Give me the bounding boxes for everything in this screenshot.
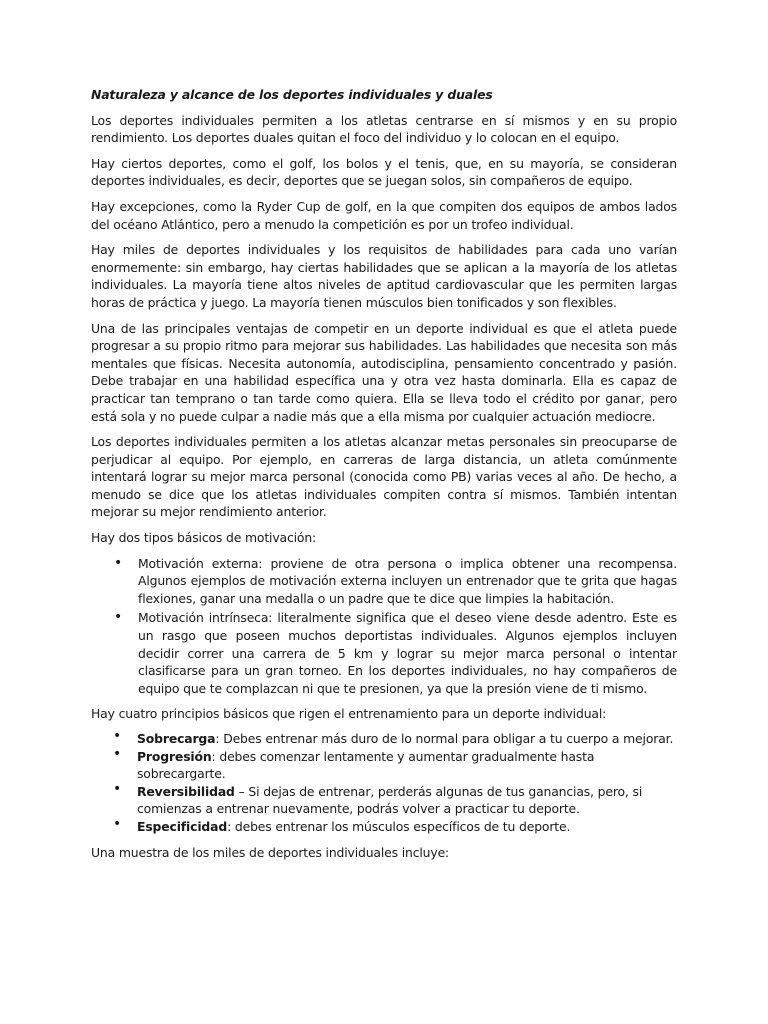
paragraph-4: Hay miles de deportes individuales y los requisitos de habilidades para cada uno varían enormemente: sin embargo, hay ciertas habilidades que se aplican a la mayoría de los atletas individuales. La mayoría tiene altos niveles de aptitud cardiovascular que les permiten largas horas de práctica y juego. La mayoría tienen músculos bien tonificados y son flexibles. — [91, 242, 677, 310]
principle-text: – Si dejas de entrenar, perderás algunas de tus ganancias, pero, si comienzas a entrenar nuevamente, podrás volver a practicar tu deporte. — [137, 783, 643, 817]
bullet-icon: • — [113, 780, 122, 797]
principle-term: Especificidad — [137, 818, 228, 834]
principle-term: Progresión — [137, 748, 212, 764]
list-item — [91, 730, 677, 748]
bullet-icon: • — [113, 728, 122, 744]
list-item — [91, 745, 677, 783]
principle-text: : debes comenzar lentamente y aumentar gradualmente hasta sobrecargarte. — [137, 748, 595, 782]
document-page — [91, 86, 677, 869]
list-item — [91, 780, 677, 818]
paragraph-6: Los deportes individuales permiten a los atletas alcanzar metas personales sin preocuparse de perjudicar al equipo. Por ejemplo, en carreras de larga distancia, un atleta comúnmente intentará lograr su mejor marca personal (conocida como PB) varias veces al año. De hecho, a menudo se dice que los atletas individuales compiten contra sí mismos. También intentan mejorar su mejor rendimiento anterior. — [91, 434, 677, 520]
document-title: Naturaleza y alcance de los deportes individuales y duales — [91, 87, 493, 102]
bullet-icon: • — [114, 554, 123, 571]
motivation-external-text: Motivación externa: proviene de otra persona o implica obtener una recompensa. Algunos ejemplos de motivación externa incluyen un entrenador que te grita que hagas flexiones, ganar una medalla o un padre que te dice que limpies la habitación. — [138, 555, 677, 606]
motivation-intro: Hay dos tipos básicos de motivación: — [91, 530, 317, 546]
paragraph-1: Los deportes individuales permiten a los atletas centrarse en sí mismos y en su propio rendimiento. Los deportes duales quitan el foco del individuo y lo colocan en el equipo. — [91, 112, 677, 146]
bullet-icon: • — [113, 745, 122, 762]
motivation-intrinsic-text: Motivación intrínseca: literalmente significa que el deseo viene desde adentro. Este es un rasgo que poseen muchos deportistas individuales. Algunos ejemplos incluyen decidir correr una carrera de 5 km y lograr su mejor marca personal o intentar clasificarse para un gran torneo. En los deportes individuales, no hay compañeros de equipo que te complazcan ni que te presionen, ya que la presión viene de ti mismo. — [138, 610, 677, 696]
principle-term: Sobrecarga — [137, 731, 216, 746]
list-item — [91, 555, 677, 608]
principle-text: : Debes entrenar más duro de lo normal para obligar a tu cuerpo a mejorar. — [215, 731, 674, 746]
paragraph-2: Hay ciertos deportes, como el golf, los bolos y el tenis, que, en su mayoría, se consideran deportes individuales, es decir, deportes que se juegan solos, sin compañeros de equipo. — [91, 155, 677, 189]
closing-paragraph: Una muestra de los miles de deportes individuales incluye: — [91, 844, 450, 860]
paragraph-3: Hay excepciones, como la Ryder Cup de golf, en la que compiten dos equipos de ambos lados del océano Atlántico, pero a menudo la competición es por un trofeo individual. — [91, 198, 677, 232]
principle-text: : debes entrenar los músculos específicos de tu deporte. — [227, 818, 571, 834]
principle-term: Reversibilidad — [137, 783, 235, 799]
bullet-icon: • — [114, 609, 123, 626]
list-item — [91, 609, 677, 697]
principles-list — [91, 730, 677, 836]
list-item — [91, 815, 677, 836]
paragraph-5: Una de las principales ventajas de competir en un deporte individual es que el atleta puede progresar a su propio ritmo para mejorar sus habilidades. Las habilidades que necesita son más mentales que físicas. Necesita autonomía, autodisciplina, pensamiento concentrado y pasión. Debe trabajar en una habilidad específica una y otra vez hasta dominarla. Ella es capaz de practicar tan temprano o tan tarde como quiera. Ella se lleva todo el crédito por ganar, pero está sola y no puede culpar a nadie más que a ella misma por cualquier actuación mediocre. — [91, 320, 677, 424]
motivation-list — [91, 555, 677, 698]
bullet-icon: • — [113, 815, 122, 832]
principles-intro: Hay cuatro principios básicos que rigen el entrenamiento para un deporte individual: — [91, 706, 607, 722]
